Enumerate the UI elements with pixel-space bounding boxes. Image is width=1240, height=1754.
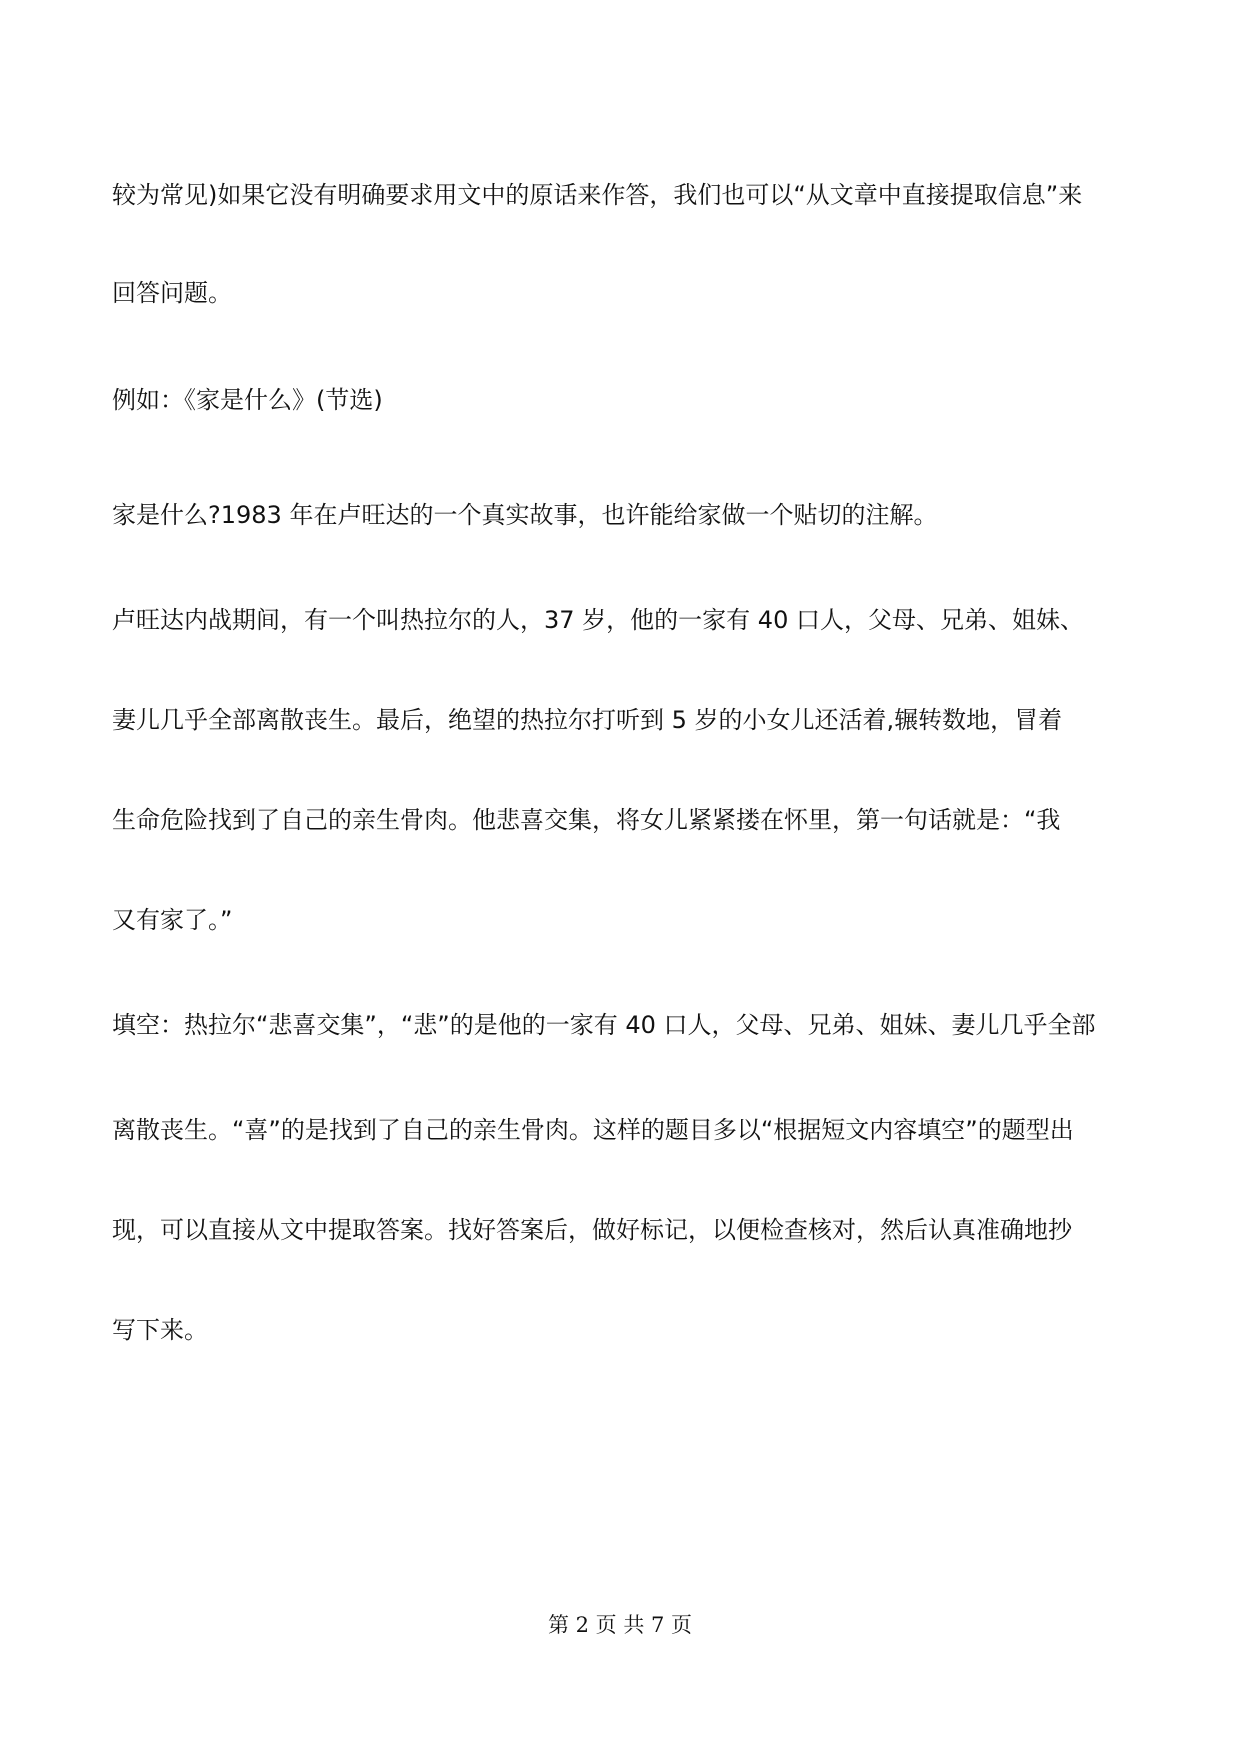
paragraph-line: 写下来。 [112,1316,208,1344]
page-number-footer: 第 2 页 共 7 页 [547,1613,693,1637]
paragraph-line: 离散丧生。“喜”的是找到了自己的亲生骨肉。这样的题目多以“根据短文内容填空”的题型出 [112,1116,1074,1144]
paragraph-line: 卢旺达内战期间，有一个叫热拉尔的人，37 岁，他的一家有 40 口人，父母、兄弟、姐妹、 [112,606,1084,634]
example-heading: 例如：《家是什么》(节选) [112,386,383,414]
paragraph-line: 较为常见)如果它没有明确要求用文中的原话来作答，我们也可以“从文章中直接提取信息”来 [112,181,1083,209]
paragraph-line: 填空：热拉尔“悲喜交集”，“悲”的是他的一家有 40 口人，父母、兄弟、姐妹、妻儿几乎全部 [112,1011,1096,1039]
paragraph-line: 回答问题。 [112,279,232,307]
paragraph-line: 妻儿几乎全部离散丧生。最后，绝望的热拉尔打听到 5 岁的小女儿还活着,辗转数地，冒着 [112,706,1063,734]
paragraph-line: 又有家了。” [112,906,233,934]
paragraph-line: 生命危险找到了自己的亲生骨肉。他悲喜交集，将女儿紧紧搂在怀里，第一句话就是：“我 [112,806,1061,834]
paragraph-line: 现，可以直接从文中提取答案。找好答案后，做好标记，以便检查核对，然后认真准确地抄 [112,1216,1072,1244]
paragraph-line: 家是什么?1983 年在卢旺达的一个真实故事，也许能给家做一个贴切的注解。 [112,501,938,529]
